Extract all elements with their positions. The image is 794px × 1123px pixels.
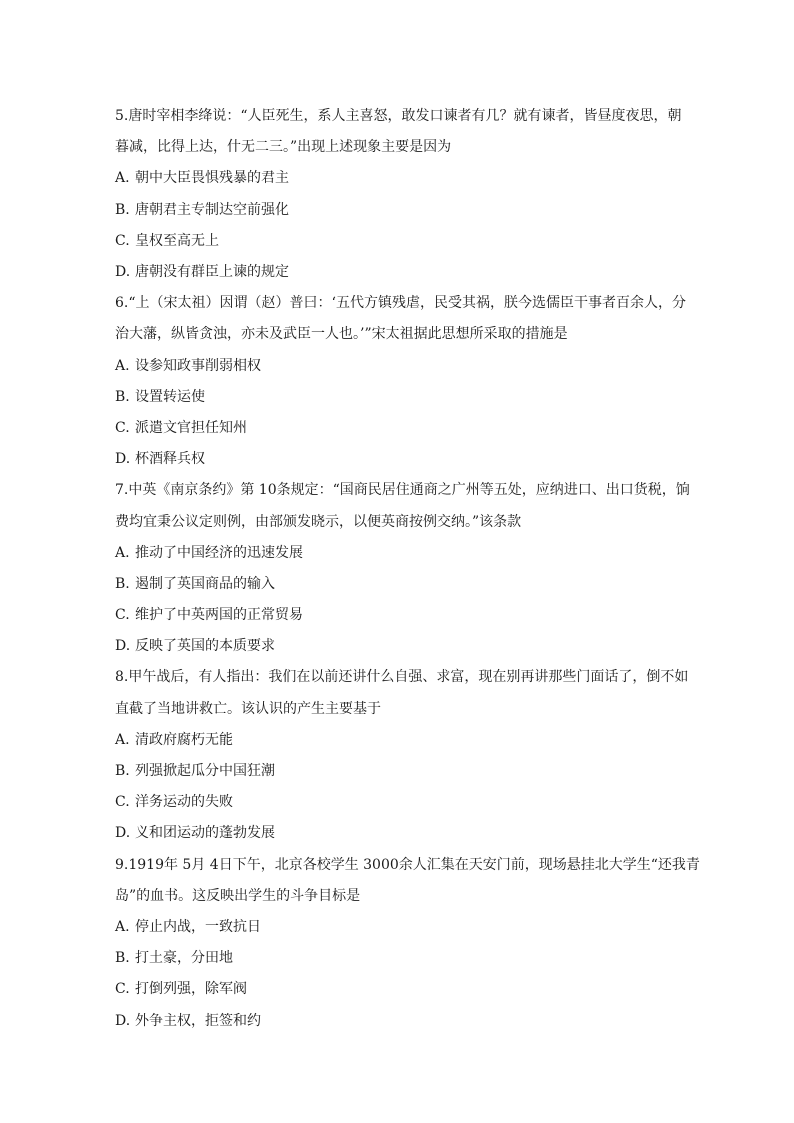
question-6 — [115, 288, 695, 475]
question-stem-line: 治大藩，纵皆贪浊，亦未及武臣一人也。’”宋太祖据此思想所采取的措施是 — [115, 326, 568, 343]
option-c — [115, 413, 695, 444]
option-letter: B. — [115, 575, 130, 592]
option-text: 打倒列强，除军阀 — [135, 981, 247, 998]
question-stem-line: 5.唐时宰相李绛说：“人臣死生，系人主喜怒，敢发口谏者有几？就有谏者，皆昼度夜思，朝 — [115, 108, 682, 124]
option-text: 推动了中国经济的迅速发展 — [135, 544, 303, 561]
option-c — [115, 787, 695, 818]
option-letter: C. — [115, 419, 130, 436]
option-a — [115, 163, 695, 194]
option-d — [115, 1006, 695, 1037]
option-b — [115, 943, 695, 974]
option-a — [115, 351, 695, 382]
option-text: 杯酒释兵权 — [135, 451, 205, 468]
option-text: 义和团运动的蓬勃发展 — [135, 825, 275, 842]
option-a — [115, 538, 695, 569]
option-c — [115, 600, 695, 631]
option-text: 维护了中英两国的正常贸易 — [135, 607, 303, 624]
option-letter: B. — [115, 201, 130, 218]
option-letter: A. — [115, 731, 130, 748]
question-stem-line: 8.甲午战后，有人指出：我们在以前还讲什么自强、求富，现在别再讲那些门面话了，倒不如 — [115, 669, 689, 686]
option-letter: B. — [115, 388, 130, 405]
question-stem-line: 6.“上（宋太祖）因谓（赵）普曰：‘五代方镇残虐，民受其祸，朕今选儒臣干事者百余人，分 — [115, 295, 686, 312]
option-letter: A. — [115, 544, 130, 561]
option-letter: D. — [115, 638, 131, 655]
option-letter: D. — [115, 451, 131, 468]
question-stem-line: 7.中英《南京条约》第 10条规定：“国商民居住通商之广州等五处，应纳进口、出口货税，饷 — [115, 482, 690, 499]
option-letter: C. — [115, 607, 130, 624]
option-text: 清政府腐朽无能 — [135, 731, 233, 748]
question-stem-line: 9.1919年 5月 4日下午，北京各校学生 3000余人汇集在天安门前，现场悬挂北大学生“还我青 — [115, 856, 700, 873]
option-text: 派遣文官担任知州 — [135, 419, 247, 436]
option-text: 唐朝君主专制达空前强化 — [135, 201, 289, 218]
option-c — [115, 974, 695, 1005]
option-letter: C. — [115, 981, 130, 998]
option-letter: D. — [115, 1012, 131, 1029]
option-d — [115, 257, 695, 288]
option-a — [115, 725, 695, 756]
option-text: 遏制了英国商品的输入 — [135, 575, 275, 592]
option-letter: D. — [115, 263, 131, 280]
option-text: 皇权至高无上 — [135, 232, 219, 249]
option-text: 打土豪，分田地 — [135, 950, 233, 967]
option-text: 唐朝没有群臣上谏的规定 — [135, 263, 289, 280]
option-a — [115, 912, 695, 943]
option-b — [115, 569, 695, 600]
option-letter: B. — [115, 763, 130, 780]
question-stem-line: 暮减，比得上达，什无二三。”出现上述现象主要是因为 — [115, 139, 452, 156]
question-stem-line: 直截了当地讲救亡。该认识的产生主要基于 — [115, 700, 381, 717]
option-b — [115, 195, 695, 226]
option-letter: B. — [115, 950, 130, 967]
option-text: 停止内战，一致抗日 — [135, 919, 261, 936]
question-8 — [115, 662, 695, 849]
option-letter: A. — [115, 919, 130, 936]
option-letter: A. — [115, 357, 130, 374]
option-letter: C. — [115, 232, 130, 249]
option-text: 反映了英国的本质要求 — [135, 638, 275, 655]
option-text: 设置转运使 — [135, 388, 205, 405]
question-list — [115, 101, 700, 1037]
option-d — [115, 818, 695, 849]
option-b — [115, 756, 695, 787]
option-d — [115, 444, 695, 475]
question-7 — [115, 475, 695, 662]
option-letter: C. — [115, 794, 130, 811]
option-text: 朝中大臣畏惧残暴的君主 — [135, 170, 289, 187]
option-text: 洋务运动的失败 — [135, 794, 233, 811]
option-letter: D. — [115, 825, 131, 842]
option-c — [115, 226, 695, 257]
option-text: 外争主权，拒签和约 — [135, 1012, 261, 1029]
question-9 — [115, 850, 700, 1037]
option-letter: A. — [115, 170, 130, 187]
option-text: 列强掀起瓜分中国狂潮 — [135, 763, 275, 780]
option-d — [115, 631, 695, 662]
option-text: 设参知政事削弱相权 — [135, 357, 261, 374]
question-stem-line: 费均宜秉公议定则例，由部颁发晓示，以便英商按例交纳。”该条款 — [115, 513, 522, 530]
question-5 — [115, 101, 695, 288]
question-stem-line: 岛”的血书。这反映出学生的斗争目标是 — [115, 887, 361, 904]
option-b — [115, 382, 695, 413]
